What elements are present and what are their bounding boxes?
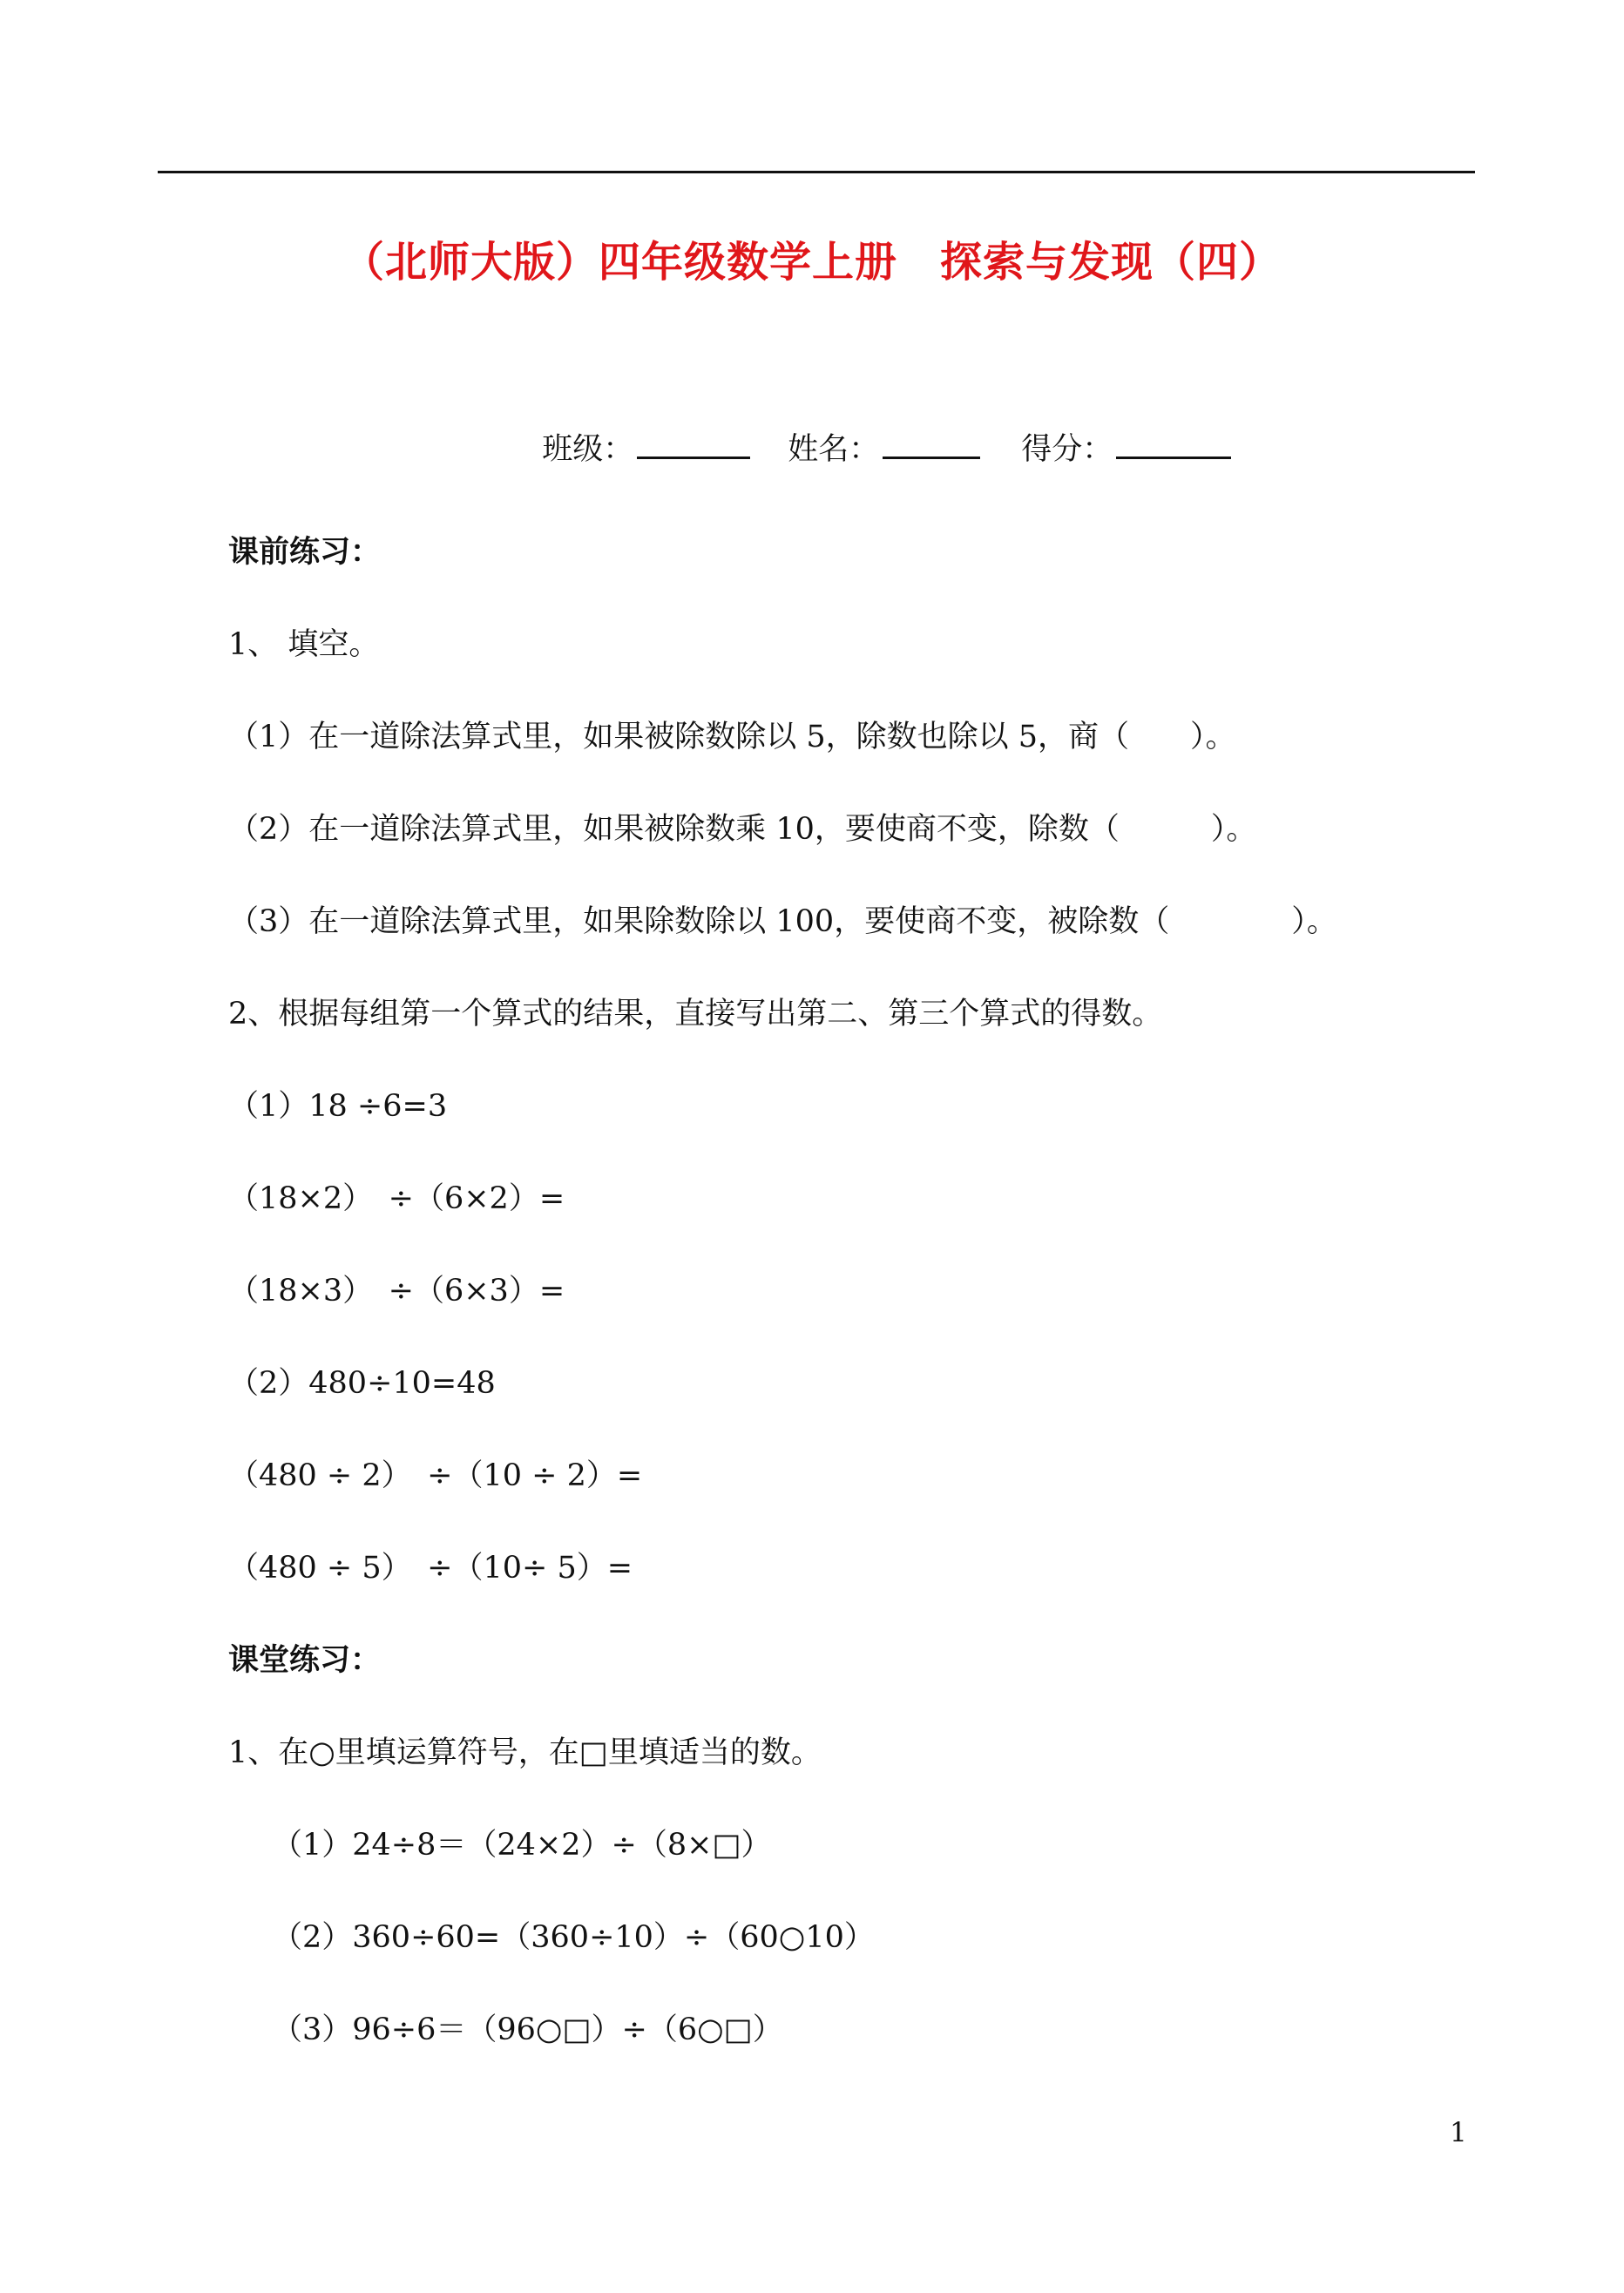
- name-field: [768, 390, 980, 469]
- in-q1-title: 1、在○里填运算符号，在□里填适当的数。: [228, 1735, 822, 1770]
- header-rule: [158, 171, 1475, 173]
- class-label: 班级：: [542, 432, 634, 467]
- score-label: 得分：: [1021, 432, 1113, 467]
- name-blank[interactable]: [883, 436, 980, 459]
- pre-q2-title: 2、根据每组第一个算式的结果，直接写出第二、第三个算式的得数。: [228, 997, 1163, 1032]
- score-field: [1002, 390, 1231, 469]
- score-blank[interactable]: [1116, 436, 1231, 459]
- pre-q2-line: （480 ÷ 5） ÷（10÷ 5）=: [228, 1551, 633, 1586]
- pre-q2-line: （18×2） ÷（6×2）=: [228, 1181, 565, 1216]
- in-q1-item: （2）360÷60=（360÷10）÷（60○10）: [272, 1920, 875, 1955]
- pre-q2-line: （2）480÷10=48: [228, 1366, 496, 1401]
- in-class-heading: 课堂练习：: [228, 1642, 382, 1678]
- name-label: 姓名：: [788, 432, 880, 467]
- in-q1-item: （3）96÷6＝（96○□）÷（6○□）: [272, 2012, 783, 2047]
- pre-q1-title: 1、 填空。: [228, 627, 380, 662]
- page-number: 1: [1450, 2117, 1467, 2148]
- in-q1-item: （1）24÷8＝（24×2）÷（8×□）: [272, 1828, 772, 1863]
- pre-q2-line: （480 ÷ 2） ÷（10 ÷ 2）=: [228, 1458, 643, 1493]
- class-field: [523, 390, 750, 469]
- pre-q1-item: （3）在一道除法算式里，如果除数除以 100，要使商不变，被除数（ ）。: [228, 904, 1337, 939]
- class-blank[interactable]: [637, 436, 750, 459]
- pre-q2-line: （1）18 ÷6=3: [228, 1089, 448, 1124]
- pre-q1-item: （2）在一道除法算式里，如果被除数乘 10，要使商不变，除数（ ）。: [228, 812, 1257, 847]
- page-title: （北师大版）四年级数学上册 探索与发现（四）: [342, 238, 1282, 287]
- pre-class-heading: 课前练习：: [228, 534, 382, 570]
- pre-q1-item: （1）在一道除法算式里，如果被除数除以 5，除数也除以 5，商（ ）。: [228, 720, 1236, 754]
- pre-q2-line: （18×3） ÷（6×3）=: [228, 1274, 565, 1309]
